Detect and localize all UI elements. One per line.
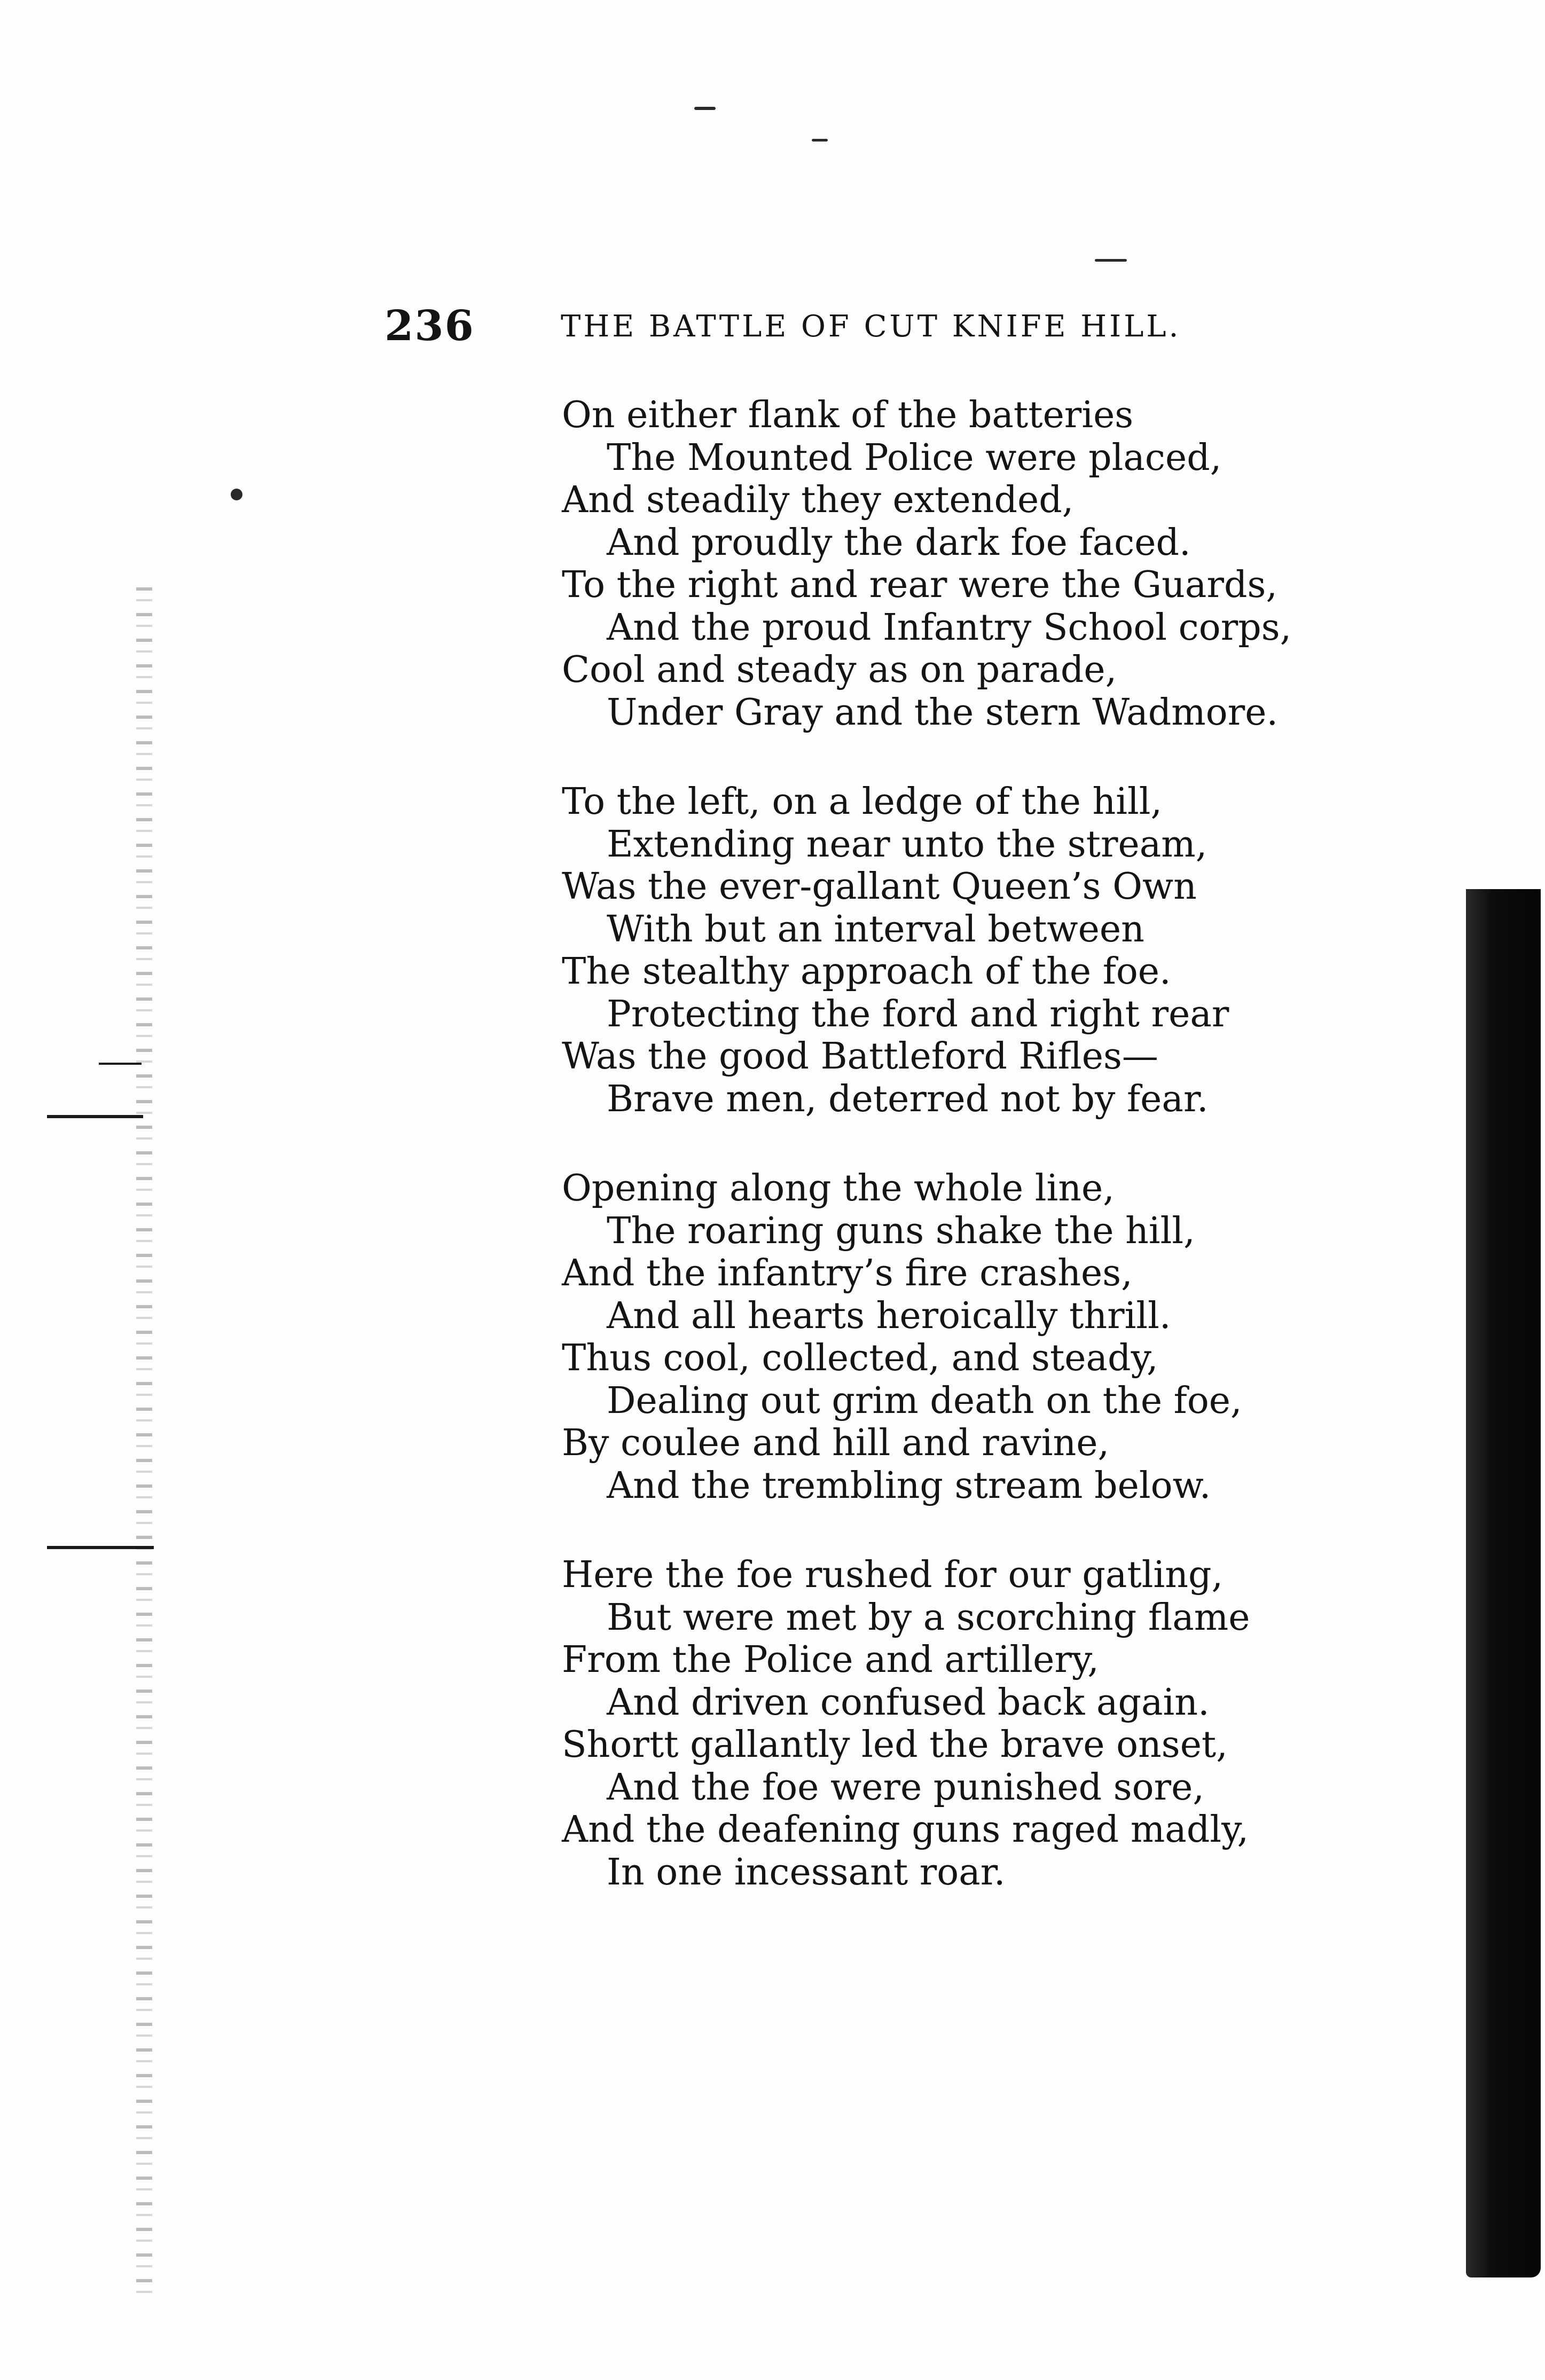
poem-line: But were met by a scorching flame: [607, 1596, 1250, 1639]
poem-line: To the left, on a ledge of the hill,: [562, 781, 1163, 823]
poem-line: Was the good Battleford Rifles—: [562, 1035, 1158, 1078]
stanza: [562, 1554, 1363, 1894]
ink-speck: [694, 107, 716, 110]
poem-line: Thus cool, collected, and steady,: [562, 1337, 1158, 1379]
poem-line: And proudly the dark foe faced.: [607, 521, 1191, 564]
poem-line: Extending near unto the stream,: [607, 823, 1207, 866]
poem-line: Protecting the ford and right rear: [607, 993, 1229, 1035]
poem-line: Here the foe rushed for our gatling,: [562, 1554, 1224, 1596]
poem-line: In one incessant roar.: [607, 1851, 1006, 1894]
binding-shadow: [136, 587, 152, 2296]
stanza: [562, 781, 1363, 1120]
page-header: [385, 302, 1292, 366]
margin-rule: [47, 1115, 143, 1118]
ink-speck: [231, 489, 242, 500]
poem-line: And driven confused back again.: [607, 1681, 1210, 1724]
margin-rule: [47, 1546, 154, 1549]
poem-line: The Mounted Police were placed,: [607, 436, 1222, 479]
page-number: 236: [385, 302, 475, 350]
poem-line: Dealing out grim death on the foe,: [607, 1379, 1242, 1422]
ink-speck: [812, 139, 828, 142]
poem-line: On either flank of the batteries: [562, 394, 1134, 436]
poem-line: Was the ever-gallant Queen’s Own: [562, 866, 1197, 908]
poem-line: The stealthy approach of the foe.: [562, 951, 1171, 993]
poem-line: And steadily they extended,: [562, 479, 1074, 521]
poem-line: Brave men, deterred not by fear.: [607, 1078, 1209, 1120]
ink-speck: [1095, 259, 1127, 262]
poem-line: Opening along the whole line,: [562, 1167, 1115, 1209]
poem-line: And all hearts heroically thrill.: [607, 1294, 1171, 1337]
poem-line: And the infantry’s fire crashes,: [562, 1252, 1133, 1294]
running-title: THE BATTLE OF CUT KNIFE HILL.: [561, 309, 1181, 344]
poem-line: Cool and steady as on parade,: [562, 649, 1117, 691]
poem-line: To the right and rear were the Guards,: [562, 564, 1278, 606]
poem-line: From the Police and artillery,: [562, 1639, 1099, 1681]
poem-line: By coulee and hill and ravine,: [562, 1422, 1110, 1464]
poem-line: And the trembling stream below.: [607, 1464, 1211, 1507]
poem-body: [562, 394, 1363, 1941]
stanza: [562, 1167, 1363, 1507]
poem-line: And the deafening guns raged madly,: [562, 1809, 1249, 1851]
poem-line: Shortt gallantly led the brave onset,: [562, 1724, 1228, 1766]
stanza: [562, 394, 1363, 734]
poem-line: And the foe were punished sore,: [607, 1766, 1204, 1809]
poem-line: With but an interval between: [607, 908, 1144, 951]
margin-rule: [99, 1063, 142, 1065]
poem-line: And the proud Infantry School corps,: [607, 606, 1292, 649]
poem-line: The roaring guns shake the hill,: [607, 1209, 1195, 1252]
poem-line: Under Gray and the stern Wadmore.: [607, 691, 1279, 734]
scan-edge-shadow: [1466, 889, 1541, 2277]
